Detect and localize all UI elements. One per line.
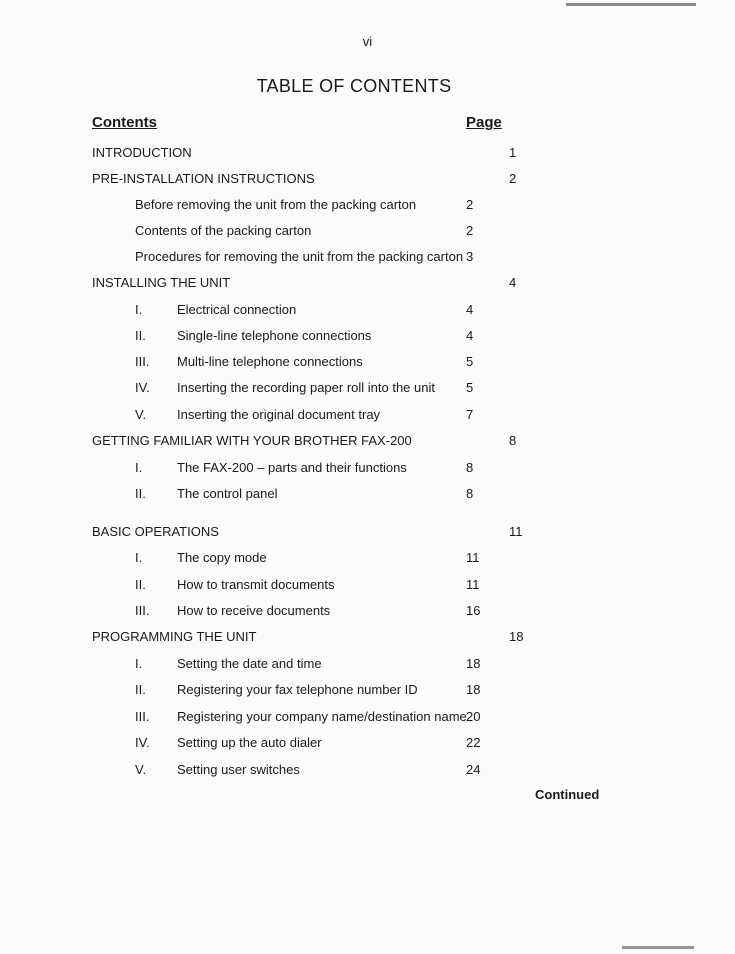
toc-entry [0, 458, 735, 478]
toc-entry-page: 8 [509, 433, 517, 448]
toc-entry-page: 1 [509, 145, 517, 160]
toc-entry-page: 18 [466, 682, 481, 697]
toc-entry-label: PROGRAMMING THE UNIT [92, 629, 257, 644]
toc-entry-number: V. [135, 762, 147, 777]
toc-entry [0, 575, 735, 595]
toc-entry-number: II. [135, 682, 146, 697]
toc-entry-label: BASIC OPERATIONS [92, 524, 219, 539]
toc-entry-number: I. [135, 302, 143, 317]
toc-entry [0, 484, 735, 504]
toc-entry [0, 221, 735, 241]
toc-entry-page: 22 [466, 735, 481, 750]
toc-entry-label: Single-line telephone connections [177, 328, 372, 343]
toc-entry-page: 11 [466, 577, 480, 592]
toc-entry-page: 24 [466, 762, 481, 777]
page-header: Page [466, 114, 502, 131]
toc-entry-page: 18 [466, 656, 481, 671]
toc-entry [0, 760, 735, 780]
toc-entry-label: Inserting the original document tray [177, 407, 381, 422]
toc-entry-number: I. [135, 460, 143, 475]
toc-entry [0, 247, 735, 267]
toc-entry-page: 11 [466, 550, 480, 565]
toc-entry-label: Contents of the packing carton [135, 223, 312, 238]
toc-entry-number: IV. [135, 735, 150, 750]
toc-entry-label: Before removing the unit from the packing carton [135, 197, 417, 212]
toc-entry-page: 4 [509, 275, 517, 290]
toc-entry [0, 143, 735, 163]
toc-entry-label: Multi-line telephone connections [177, 354, 363, 369]
toc-entry-label: How to receive documents [177, 603, 331, 618]
toc-entry-number: II. [135, 486, 146, 501]
toc-entry [0, 707, 735, 727]
toc-entry [0, 195, 735, 215]
toc-entry-label: Procedures for removing the unit from the packing carton [135, 249, 464, 264]
toc-entry-page: 7 [466, 407, 474, 422]
toc-entry-page: 4 [466, 328, 474, 343]
toc-entry-number: I. [135, 656, 143, 671]
toc-entry-label: GETTING FAMILIAR WITH YOUR BROTHER FAX-200 [92, 433, 412, 448]
toc-entry-label: How to transmit documents [177, 577, 335, 592]
toc-entry-label: The FAX-200 – parts and their functions [177, 460, 407, 475]
toc-entry [0, 548, 735, 568]
toc-entry [0, 300, 735, 320]
toc-entry [0, 522, 735, 542]
contents-header: Contents [92, 114, 157, 131]
toc-entry [0, 405, 735, 425]
toc-entry-page: 2 [466, 197, 474, 212]
toc-entry-page: 2 [466, 223, 474, 238]
toc-entry-number: IV. [135, 380, 150, 395]
toc-entry-label: INSTALLING THE UNIT [92, 275, 231, 290]
toc-entry-number: III. [135, 603, 150, 618]
toc-entry-number: II. [135, 328, 146, 343]
toc-entry [0, 378, 735, 398]
toc-entry-label: Inserting the recording paper roll into the unit [177, 380, 435, 395]
toc-entry-page: 18 [509, 629, 524, 644]
toc-entry-label: Setting the date and time [177, 656, 322, 671]
toc-entry [0, 431, 735, 451]
toc-entry [0, 169, 735, 189]
scan-artifact-bottom [622, 946, 694, 949]
toc-entry [0, 733, 735, 753]
toc-entry-page: 20 [466, 709, 481, 724]
toc-entry-number: III. [135, 354, 150, 369]
toc-entry-number: III. [135, 709, 150, 724]
toc-entry-label: The control panel [177, 486, 278, 501]
toc-entry-page: 8 [466, 460, 474, 475]
toc-entry-label: Registering your company name/destination name [177, 709, 467, 724]
toc-entry-label: Registering your fax telephone number ID [177, 682, 418, 697]
toc-entry-number: I. [135, 550, 143, 565]
toc-entry-label: Electrical connection [177, 302, 297, 317]
toc-entry [0, 326, 735, 346]
toc-entry [0, 654, 735, 674]
toc-entry-page: 8 [466, 486, 474, 501]
toc-entry-label: Setting user switches [177, 762, 300, 777]
toc-entry-page: 5 [466, 380, 474, 395]
toc-entry-page: 5 [466, 354, 474, 369]
toc-entry [0, 352, 735, 372]
toc-entry-page: 4 [466, 302, 474, 317]
toc-entry-label: Setting up the auto dialer [177, 735, 322, 750]
page-title: TABLE OF CONTENTS [256, 76, 452, 96]
toc-entry-label: The copy mode [177, 550, 267, 565]
toc-entry-number: V. [135, 407, 147, 422]
toc-entry-page: 2 [509, 171, 517, 186]
page-number: vi [362, 34, 373, 49]
toc-entry [0, 273, 735, 293]
scan-artifact-top [566, 3, 696, 6]
toc-entry-number: II. [135, 577, 146, 592]
toc-entry-page: 11 [509, 524, 523, 539]
toc-entry [0, 601, 735, 621]
toc-entry-label: PRE-INSTALLATION INSTRUCTIONS [92, 171, 315, 186]
toc-entry-label: INTRODUCTION [92, 145, 192, 160]
toc-entry [0, 680, 735, 700]
toc-entry-page: 16 [466, 603, 481, 618]
continued-label: Continued [535, 787, 600, 802]
toc-entry-page: 3 [466, 249, 474, 264]
toc-entry [0, 627, 735, 647]
